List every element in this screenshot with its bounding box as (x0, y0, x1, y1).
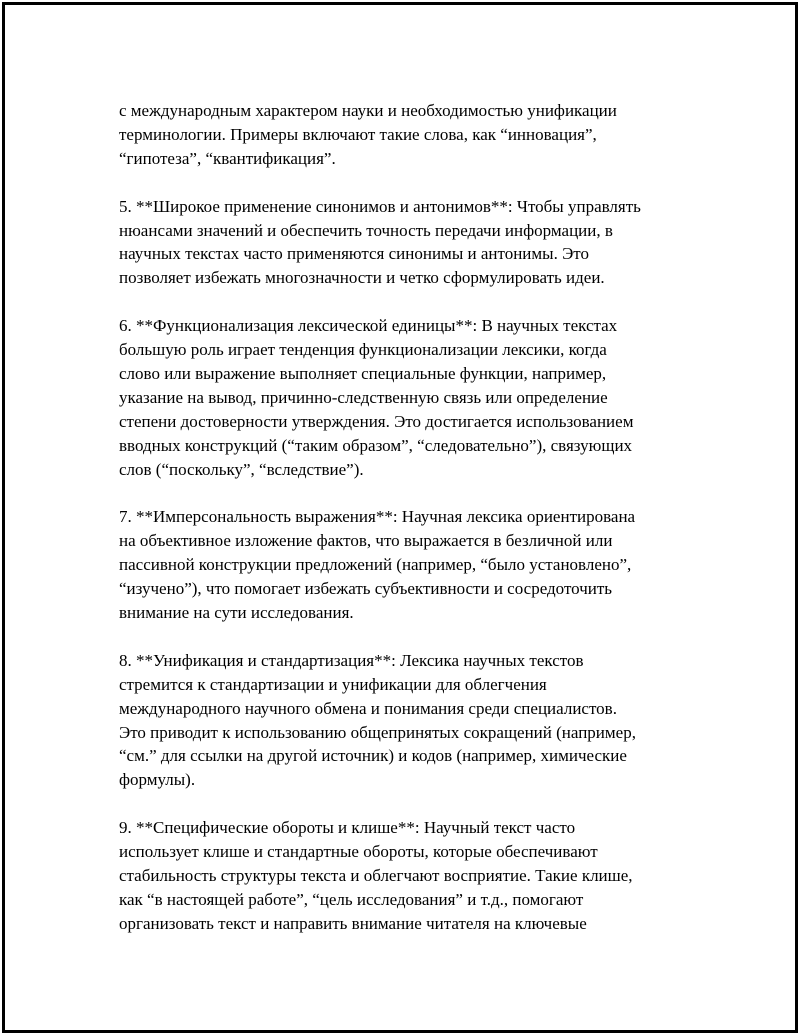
text-line: стремится к стандартизации и унификации для облегчения (119, 674, 547, 694)
text-line: вводных конструкций (“таким образом”, “следовательно”), связующих (119, 435, 633, 455)
text-line: международного научного обмена и понимания среди специалистов. (119, 698, 617, 718)
text-line: внимание на сути исследования. (119, 602, 354, 622)
paragraph-item-7 (119, 505, 699, 625)
text-line: слов (“поскольку”, “вследствие”). (119, 459, 364, 479)
text-line: как “в настоящей работе”, “цель исследования” и т.д., помогают (119, 889, 584, 909)
text-line: пассивной конструкции предложений (например, “было установлено”, (119, 555, 632, 575)
text-line: с международным характером науки и необходимостью унификации (119, 101, 617, 120)
text-line: 6. **Функционализация лексической единицы**: В научных текстах (119, 316, 618, 336)
text-line: Это приводит к использованию общепринятых сокращений (например, (119, 722, 636, 742)
text-line: “изучено”), что помогает избежать субъективности и сосредоточить (119, 579, 613, 599)
document-text (119, 99, 699, 960)
text-line: формулы). (119, 770, 196, 790)
text-line: 7. **Имперсональность выражения**: Научная лексика ориентирована (119, 507, 636, 527)
text-line: 8. **Унификация и стандартизация**: Лексика научных текстов (119, 650, 584, 670)
paragraph-item-9 (119, 816, 699, 936)
text-line: 5. **Широкое применение синонимов и антонимов**: Чтобы управлять (119, 196, 641, 216)
text-line: стабильность структуры текста и облегчают восприятие. Такие клише, (119, 865, 633, 885)
text-line: степени достоверности утверждения. Это достигается использованием (119, 411, 634, 431)
paragraph-continuation (119, 99, 699, 171)
text-line: “гипотеза”, “квантификация”. (119, 148, 336, 168)
text-line: большую роль играет тенденция функционализации лексики, когда (119, 340, 607, 360)
page-frame (2, 2, 798, 1033)
paragraph-item-6 (119, 314, 699, 481)
text-line: терминологии. Примеры включают такие слова, как “инновация”, (119, 124, 597, 144)
text-line: нюансами значений и обеспечить точность передачи информации, в (119, 220, 613, 240)
paragraph-item-5 (119, 195, 699, 291)
text-line: “см.” для ссылки на другой источник) и кодов (например, химические (119, 746, 627, 766)
text-line: слово или выражение выполняет специальные функции, например, (119, 363, 607, 383)
text-line: организовать текст и направить внимание читателя на ключевые (119, 913, 587, 933)
text-line: позволяет избежать многозначности и четко сформулировать идеи. (119, 268, 605, 288)
text-line: научных текстах часто применяются синонимы и антонимы. Это (119, 244, 589, 264)
text-line: на объективное изложение фактов, что выражается в безличной или (119, 531, 613, 551)
text-line: использует клише и стандартные обороты, которые обеспечивают (119, 842, 598, 862)
paragraph-item-8 (119, 649, 699, 792)
text-line: указание на вывод, причинно-следственную связь или определение (119, 387, 608, 407)
text-line: 9. **Специфические обороты и клише**: Научный текст часто (119, 818, 576, 838)
